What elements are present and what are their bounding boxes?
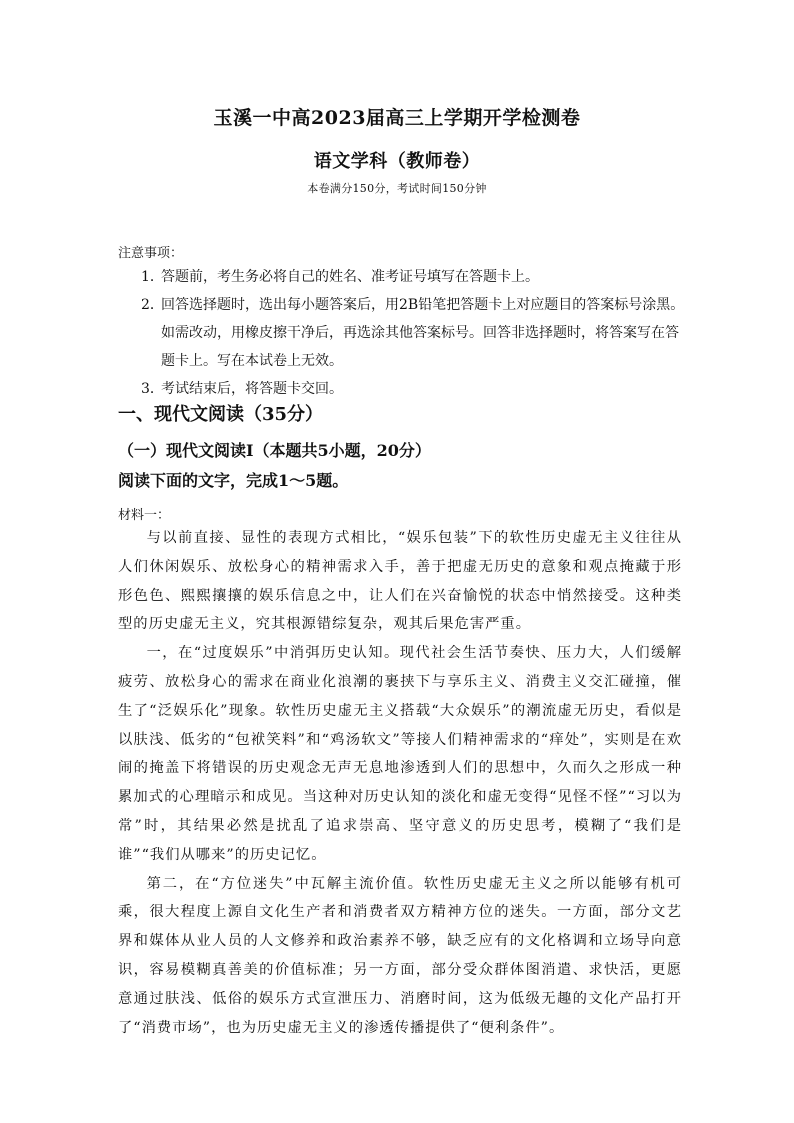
note-item — [141, 375, 689, 403]
note-number: 2． — [141, 297, 164, 313]
subsection-heading: （一）现代文阅读Ⅰ（本题共5小题，20分） — [118, 441, 431, 460]
note-text: 回答选择题时，选出每小题答案后，用2B铅笔把答题卡上对应题目的答案标号涂黑。如需改动，用橡皮擦干净后，再选涂其他答案标号。回答非选择题时，将答案写在答题卡上。写在本试卷上无效。 — [161, 297, 685, 369]
note-item — [141, 291, 689, 375]
paragraph: 与以前直接、显性的表现方式相比，“娱乐包装”下的软性历史虚无主义往往从人们休闲娱乐、放松身心的精神需求入手，善于把虚无历史的意象和观点掩藏于形形色色、熙熙攘攘的娱乐信息之中，让人们在兴奋愉悦的状态中悄然接受。这种类型的历史虚无主义，究其根源错综复杂，观其后果危害严重。 — [118, 530, 682, 633]
material-label: 材料一： — [118, 508, 171, 523]
note-item — [141, 263, 689, 291]
note-number: 3． — [141, 381, 164, 397]
reading-instruction: 阅读下面的文字，完成1～5题。 — [118, 471, 349, 490]
notes-list — [141, 263, 689, 403]
note-number: 1． — [141, 269, 164, 285]
exam-info: 本卷满分150分，考试时间150分钟 — [307, 182, 487, 195]
section-heading: 一、现代文阅读（35分） — [118, 404, 324, 425]
material-body — [118, 524, 682, 1042]
paragraph: 一，在“过度娱乐”中消弭历史认知。现代社会生活节奏快、压力大，人们缓解疲劳、放松身心的需求在商业化浪潮的裹挟下与享乐主义、消费主义交汇碰撞，催生了“泛娱乐化”现象。软性历史虚无主义搭载“大众娱乐”的潮流虚无历史，看似是以肤浅、低劣的“包袱笑料”和“鸡汤软文”等接人们精神需求的“痒处”，实则是在欢闹的掩盖下将错误的历史观念无声无息地渗透到人们的思想中，久而久之形成一种累加式的心理暗示和成见。当这种对历史认知的淡化和虚无变得“见怪不怪”“习以为常”时，其结果必然是扰乱了追求崇高、坚守意义的历史思考，模糊了“我们是谁”“我们从哪来”的历史记忆。 — [118, 645, 682, 863]
exam-title: 玉溪一中高2023届高三上学期开学检测卷 — [213, 107, 581, 129]
note-text: 答题前，考生务必将自己的姓名、准考证号填写在答题卡上。 — [161, 269, 539, 285]
exam-subtitle: 语文学科（教师卷） — [313, 151, 481, 172]
note-text: 考试结束后，将答题卡交回。 — [161, 381, 343, 397]
notes-heading: 注意事项： — [118, 246, 184, 261]
paragraph: 第二，在“方位迷失”中瓦解主流价值。软性历史虚无主义之所以能够有机可乘，很大程度上源自文化生产者和消费者双方精神方位的迷失。一方面，部分文艺界和媒体从业人员的人文修养和政治素养不够，缺乏应有的文化格调和立场导向意识，容易模糊真善美的价值标准；另一方面，部分受众群体图消遣、求快活，更愿意通过肤浅、低俗的娱乐方式宣泄压力、消磨时间，这为低级无趣的文化产品打开了“消费市场”，也为历史虚无主义的渗透传播提供了“便利条件”。 — [118, 875, 682, 1036]
